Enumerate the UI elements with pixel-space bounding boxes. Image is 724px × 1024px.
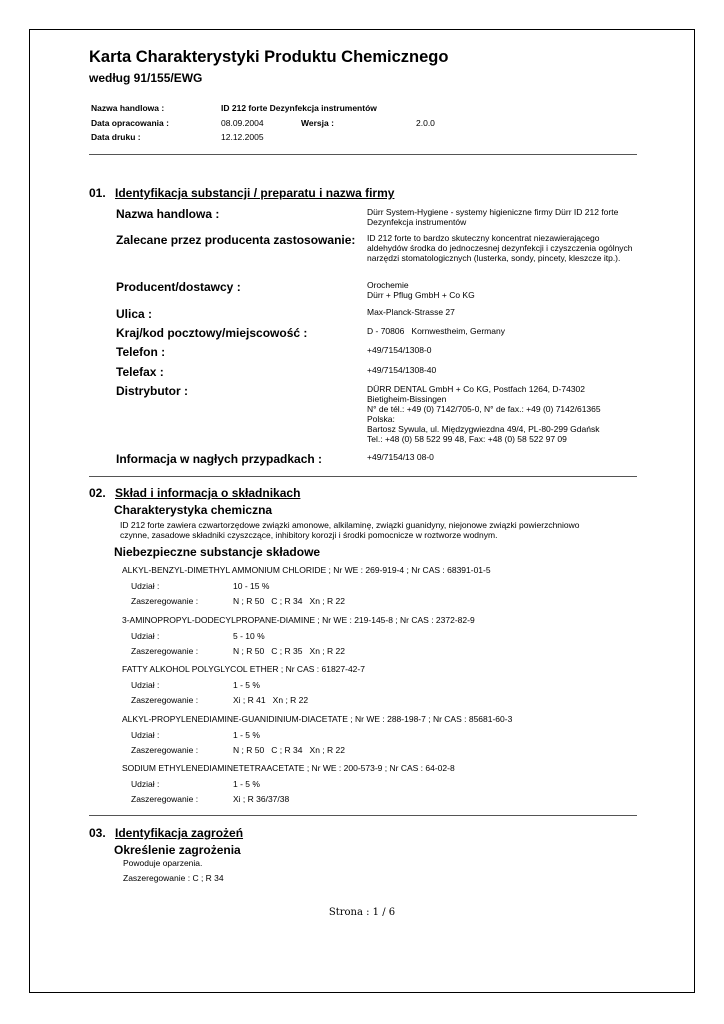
emergency-label: Informacja w nagłych przypadkach : [116, 452, 323, 466]
meta-version-label: Wersja : [301, 118, 334, 128]
section-2-heading: Skład i informacja o składnikach [115, 486, 301, 500]
producer-line-2: Dürr + Pflug GmbH + Co KG [367, 290, 475, 300]
share-value: 1 - 5 % [233, 729, 260, 740]
distributor-line-6: Tel.: +48 (0) 58 522 99 48, Fax: +48 (0) 58 522 97 09 [367, 434, 567, 444]
classification-label: Zaszeregowanie : [131, 744, 199, 755]
city-value: D - 70806 Kornwestheim, Germany [367, 326, 505, 336]
producer-label: Producent/dostawcy : [116, 280, 241, 294]
fax-label: Telefax : [116, 365, 164, 379]
chem-line-2: czynne, zasadowe składniki czyszczące, inhibitory korozji i środki pomocnicze w roztworze wodnym. [120, 530, 498, 540]
share-value: 1 - 5 % [233, 779, 260, 789]
chem-line-1: ID 212 forte zawiera czwartorzędowe związki amonowe, alkilaminę, związki guanidyny, niejonowe związki powierzchniowo [120, 520, 580, 530]
substance-name: FATTY ALKOHOL POLYGLYCOL ETHER ; Nr CAS : 61827-42-7 [122, 664, 365, 674]
divider [89, 476, 637, 477]
section-3-heading: Identyfikacja zagrożeń [115, 826, 244, 840]
document-subtitle: według 91/155/EWG [89, 71, 203, 85]
share-label: Udział : [131, 680, 160, 690]
distributor-line-1: DÜRR DENTAL GmbH + Co KG, Postfach 1264, D-74302 [367, 384, 586, 394]
hazard-heading: Niebezpieczne substancje składowe [114, 545, 321, 559]
distributor-line-3: N° de tél.: +49 (0) 7142/705-0, N° de fax.: +49 (0) 7142/61365 [367, 404, 601, 414]
share-value: 1 - 5 % [233, 680, 260, 690]
emergency-value: +49/7154/13 08-0 [367, 452, 434, 462]
distributor-line-5: Bartosz Sywula, ul. Międzygwiezdna 49/4, PL-80-299 Gdańsk [367, 424, 600, 434]
substance-name: SODIUM ETHYLENEDIAMINETETRAACETATE ; Nr WE : 200-573-9 ; Nr CAS : 64-02-8 [122, 763, 455, 773]
trade-name-value: Dürr System-Hygiene - systemy higieniczne firmy Dürr ID 212 forte Dezynfekcja instrumentów [367, 207, 619, 227]
trade-name-label: Nazwa handlowa : [116, 207, 220, 221]
classification-value: N ; R 50 C ; R 34 Xn ; R 22 [233, 596, 345, 606]
phone-label: Telefon : [116, 345, 166, 359]
meta-prepared-value: 08.09.2004 [221, 118, 264, 128]
use-value: ID 212 forte to bardzo skuteczny koncentrat niezawierającego aldehydów środka do jednoczesnej dezynfekcji i czyszczenia ogólnych narzędzi stomatologicznych (lusterka, sondy, pincety, kleszcze itp.). [367, 233, 633, 263]
street-value: Max-Planck-Strasse 27 [367, 307, 455, 317]
meta-prepared-label: Data opracowania : [91, 118, 169, 128]
classification-label: Zaszeregowanie : [131, 695, 199, 705]
city-label: Kraj/kod pocztowy/miejscowość : [116, 326, 308, 340]
hazard-line-2: Zaszeregowanie : C ; R 34 [123, 873, 224, 883]
share-label: Udział : [131, 729, 160, 740]
fax-value: +49/7154/1308-40 [367, 365, 437, 375]
share-value: 10 - 15 % [233, 581, 270, 591]
classification-value: Xi ; R 41 Xn ; R 22 [233, 695, 309, 705]
substance-name: 3-AMINOPROPYL-DODECYLPROPANE-DIAMINE ; Nr WE : 219-145-8 ; Nr CAS : 2372-82-9 [122, 614, 475, 625]
classification-label: Zaszeregowanie : [131, 794, 199, 804]
distributor-label: Distrybutor : [116, 384, 188, 398]
classification-label: Zaszeregowanie : [131, 596, 199, 606]
street-label: Ulica : [116, 307, 153, 321]
distributor-line-2: Bietigheim-Bissingen [367, 394, 447, 404]
distributor-line-4: Polska: [367, 414, 395, 424]
share-label: Udział : [131, 581, 160, 591]
substance-name: ALKYL-PROPYLENEDIAMINE-GUANIDINIUM-DIACETATE ; Nr WE : 288-198-7 ; Nr CAS : 85681-60-3 [122, 713, 513, 724]
classification-value: Xi ; R 36/37/38 [233, 794, 290, 804]
classification-value: N ; R 50 C ; R 34 Xn ; R 22 [233, 744, 345, 755]
classification-label: Zaszeregowanie : [131, 645, 199, 656]
use-label: Zalecane przez producenta zastosowanie: [116, 233, 356, 247]
chem-heading: Charakterystyka chemiczna [114, 503, 273, 517]
phone-value: +49/7154/1308-0 [367, 345, 432, 355]
producer-line-1: Orochemie [367, 280, 409, 290]
section-3-number: 03. [89, 826, 106, 840]
meta-version-value: 2.0.0 [416, 118, 435, 128]
meta-print-label: Data druku : [91, 132, 141, 142]
meta-trade-name-label: Nazwa handlowa : [91, 103, 165, 113]
share-value: 5 - 10 % [233, 630, 265, 641]
hazard-sub-heading: Określenie zagrożenia [114, 843, 241, 857]
meta-trade-name-value: ID 212 forte Dezynfekcja instrumentów [221, 103, 377, 113]
substance-name: ALKYL-BENZYL-DIMETHYL AMMONIUM CHLORIDE ; Nr WE : 269-919-4 ; Nr CAS : 68391-01-5 [122, 565, 491, 575]
page-number: Strona : 1 / 6 [328, 907, 396, 918]
meta-print-value: 12.12.2005 [221, 132, 264, 142]
share-label: Udział : [131, 630, 160, 641]
classification-value: N ; R 50 C ; R 35 Xn ; R 22 [233, 645, 345, 656]
divider [89, 154, 637, 155]
document-title: Karta Charakterystyki Produktu Chemicznego [89, 48, 449, 66]
section-1-heading: Identyfikacja substancji / preparatu i nazwa firmy [115, 186, 395, 200]
divider [89, 815, 637, 816]
hazard-line-1: Powoduje oparzenia. [123, 858, 203, 868]
section-2-number: 02. [89, 486, 106, 500]
section-1-number: 01. [89, 186, 106, 200]
share-label: Udział : [131, 779, 160, 789]
